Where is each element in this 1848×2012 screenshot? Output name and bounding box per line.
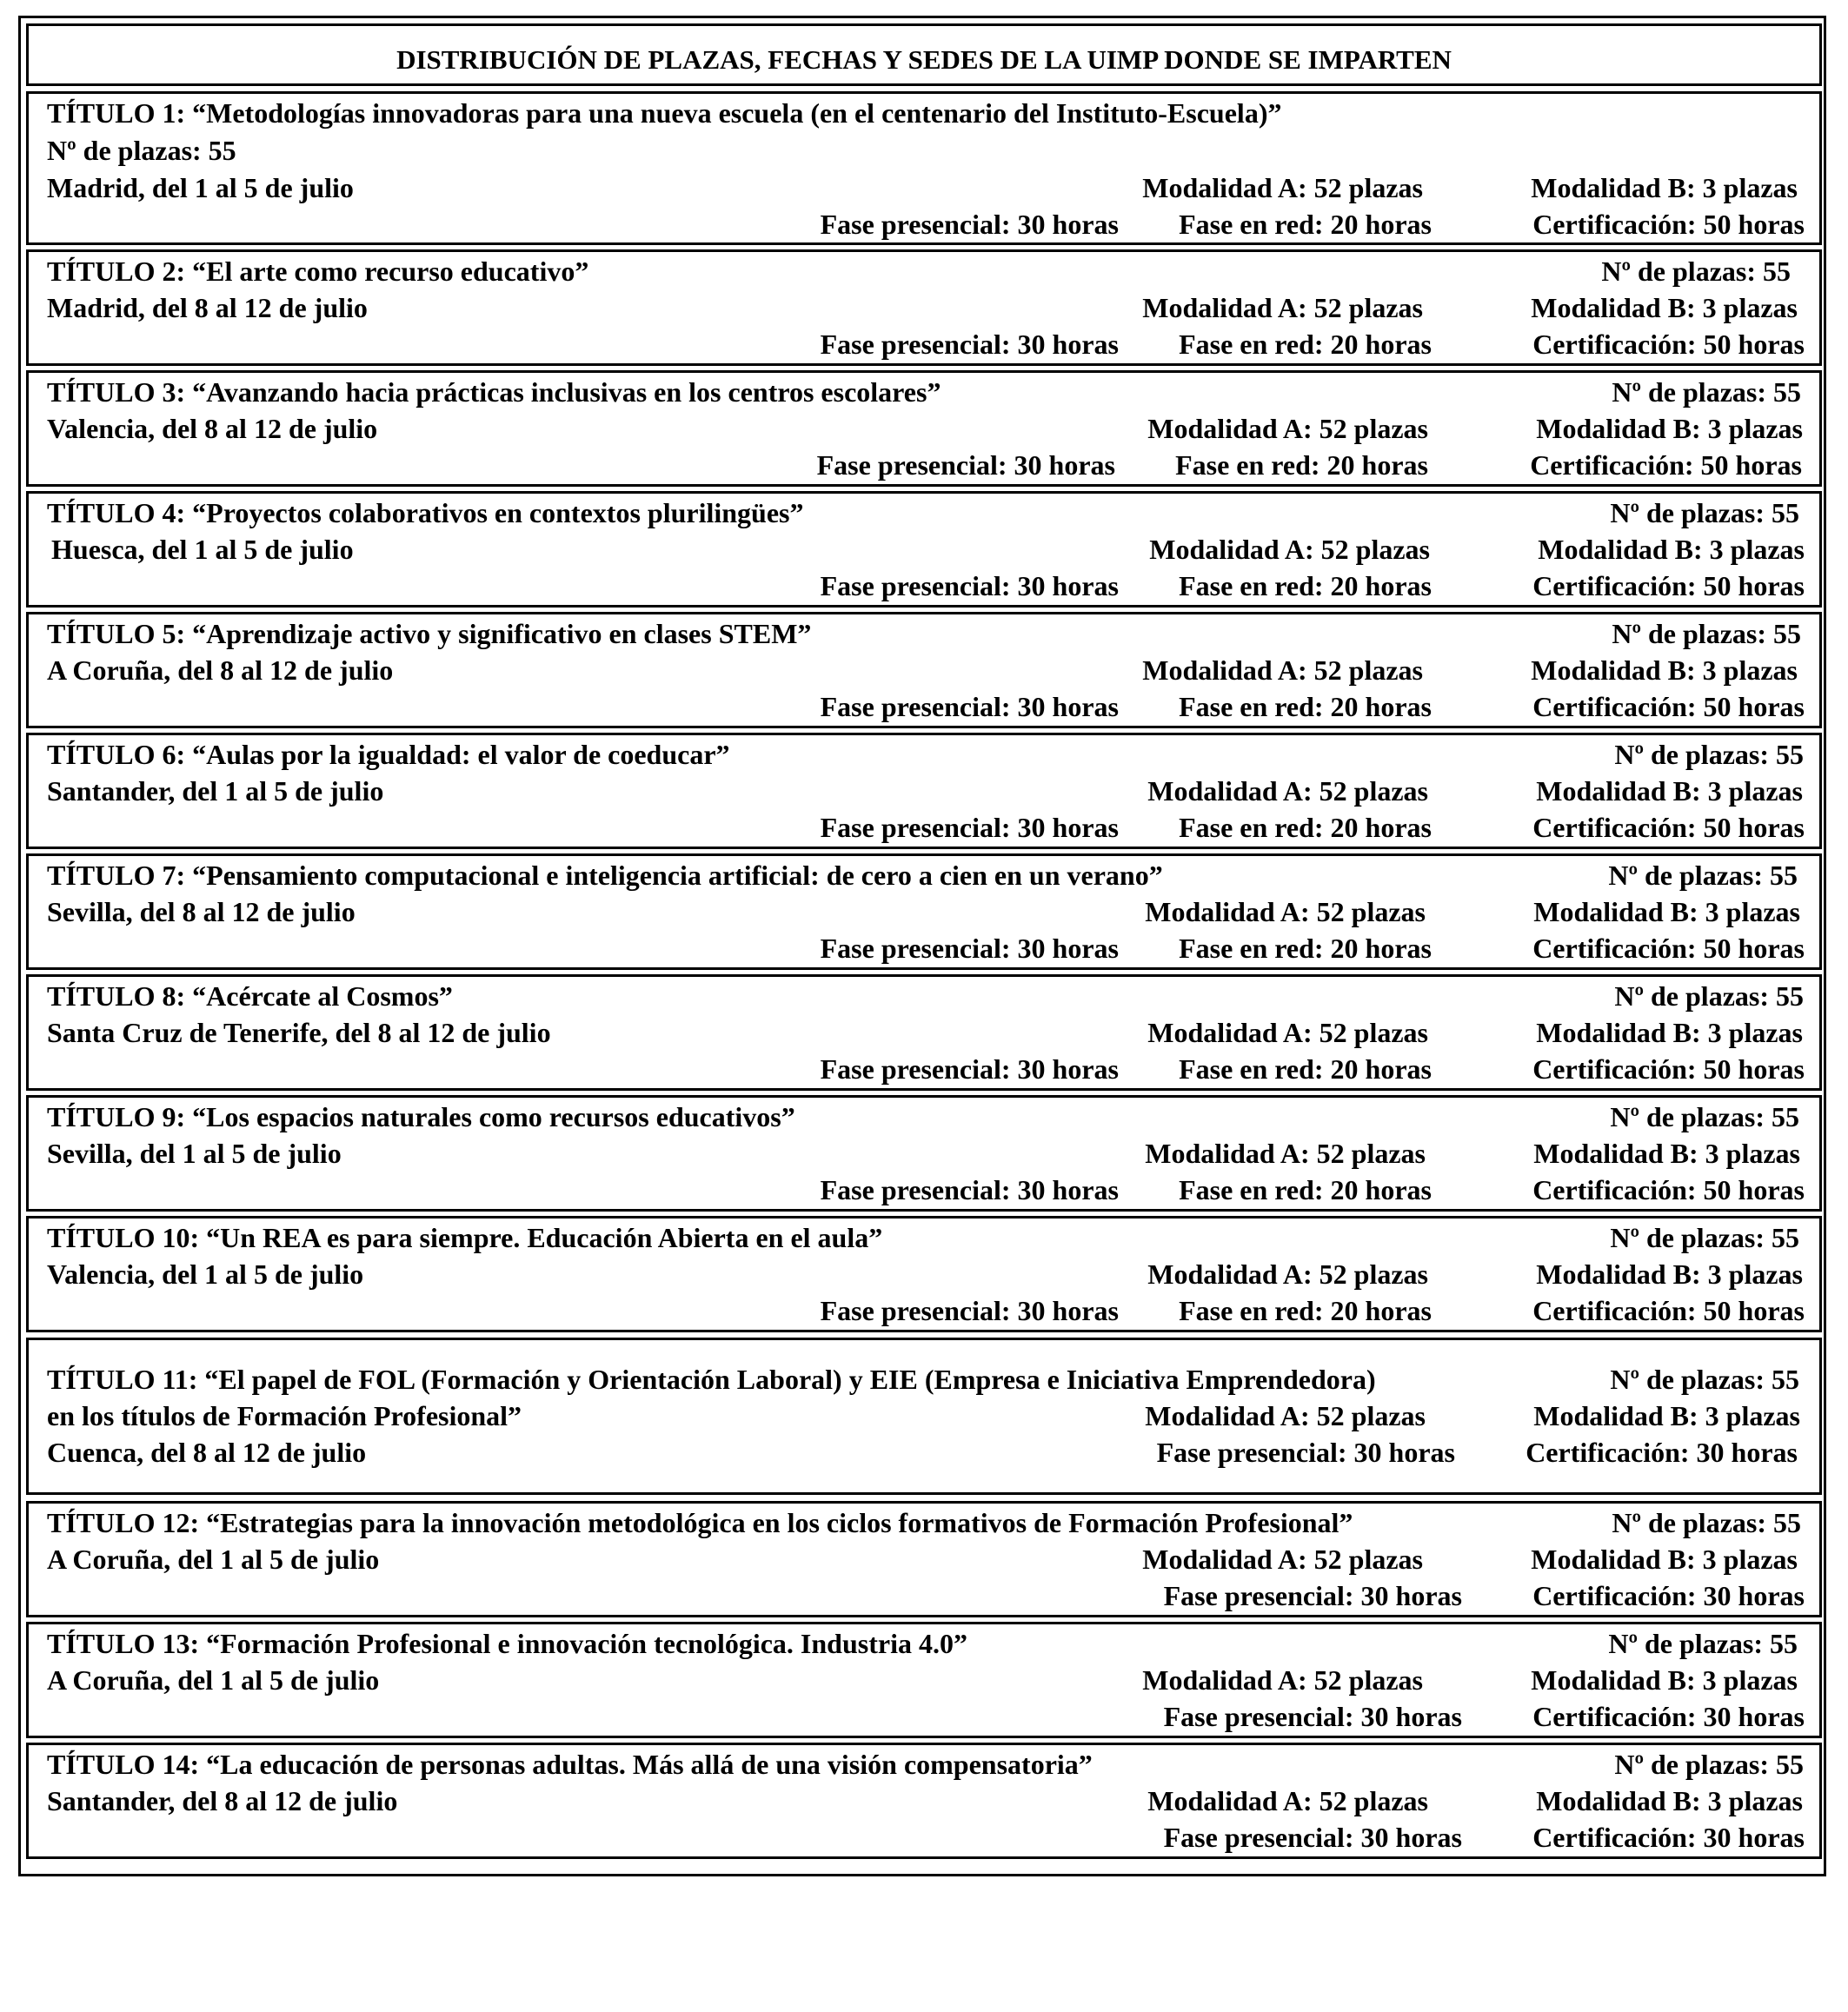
course-plazas: Nº de plazas: 55	[47, 135, 236, 166]
course-modalidad-a: Modalidad A: 52 plazas	[1142, 172, 1423, 203]
course-certificacion: Certificación: 30 horas	[1532, 1580, 1805, 1611]
course-fase-presencial: Fase presencial: 30 horas	[816, 449, 1115, 481]
course-3	[26, 370, 1822, 487]
course-14	[26, 1743, 1822, 1859]
course-fase-presencial: Fase presencial: 30 horas	[1163, 1701, 1462, 1732]
course-modalidad-a: Modalidad A: 52 plazas	[1142, 1544, 1423, 1575]
course-title: TÍTULO 7: “Pensamiento computacional e inteligencia artificial: de cero a cien en un verano”	[47, 860, 1163, 891]
course-plazas: Nº de plazas: 55	[1610, 497, 1799, 528]
course-plazas: Nº de plazas: 55	[1610, 1222, 1799, 1253]
course-fase-red: Fase en red: 20 horas	[1179, 812, 1432, 843]
course-modalidad-b: Modalidad B: 3 plazas	[1533, 1400, 1800, 1431]
course-fase-presencial: Fase presencial: 30 horas	[820, 691, 1119, 722]
course-fase-red: Fase en red: 20 horas	[1175, 449, 1428, 481]
course-modalidad-a: Modalidad A: 52 plazas	[1147, 1258, 1428, 1290]
course-modalidad-a: Modalidad A: 52 plazas	[1147, 413, 1428, 444]
course-modalidad-b: Modalidad B: 3 plazas	[1536, 413, 1803, 444]
course-sede: A Coruña, del 8 al 12 de julio	[47, 654, 394, 686]
course-fase-red: Fase en red: 20 horas	[1179, 933, 1432, 964]
course-12	[26, 1501, 1822, 1617]
course-title-continuation: en los títulos de Formación Profesional”	[47, 1400, 522, 1431]
course-modalidad-a: Modalidad A: 52 plazas	[1145, 1138, 1426, 1169]
course-sede: Santander, del 8 al 12 de julio	[47, 1785, 398, 1816]
course-sede: Sevilla, del 1 al 5 de julio	[47, 1138, 342, 1169]
course-title: TÍTULO 11: “El papel de FOL (Formación y Orientación Laboral) y EIE (Empresa e Iniciativa Emprendedora)	[47, 1364, 1376, 1395]
course-title: TÍTULO 13: “Formación Profesional e innovación tecnológica. Industria 4.0”	[47, 1628, 967, 1659]
course-sede: A Coruña, del 1 al 5 de julio	[47, 1544, 380, 1575]
course-plazas: Nº de plazas: 55	[1612, 618, 1801, 649]
course-fase-presencial: Fase presencial: 30 horas	[1163, 1822, 1462, 1853]
course-certificacion: Certificación: 50 horas	[1532, 570, 1805, 601]
course-certificacion: Certificación: 50 horas	[1530, 449, 1802, 481]
course-plazas: Nº de plazas: 55	[1601, 256, 1791, 287]
course-title: TÍTULO 12: “Estrategias para la innovación metodológica en los ciclos formativos de Formación Profesional”	[47, 1507, 1353, 1538]
course-modalidad-a: Modalidad A: 52 plazas	[1149, 534, 1430, 565]
course-certificacion: Certificación: 50 horas	[1532, 812, 1805, 843]
course-modalidad-a: Modalidad A: 52 plazas	[1142, 1664, 1423, 1696]
course-fase-presencial: Fase presencial: 30 horas	[820, 812, 1119, 843]
course-plazas: Nº de plazas: 55	[1614, 1749, 1804, 1780]
course-7	[26, 853, 1822, 970]
course-fase-presencial: Fase presencial: 30 horas	[1163, 1580, 1462, 1611]
course-2	[26, 249, 1822, 366]
course-modalidad-a: Modalidad A: 52 plazas	[1147, 1785, 1428, 1816]
course-sede: Madrid, del 1 al 5 de julio	[47, 172, 354, 203]
course-certificacion: Certificación: 50 horas	[1532, 209, 1805, 240]
course-4	[26, 491, 1822, 608]
course-certificacion: Certificación: 30 horas	[1526, 1437, 1798, 1468]
course-certificacion: Certificación: 50 horas	[1532, 329, 1805, 360]
course-modalidad-a: Modalidad A: 52 plazas	[1145, 896, 1426, 927]
course-title: TÍTULO 1: “Metodologías innovadoras para una nueva escuela (en el centenario del Instituto-Escuela)”	[47, 97, 1282, 129]
course-modalidad-a: Modalidad A: 52 plazas	[1147, 775, 1428, 807]
course-modalidad-a: Modalidad A: 52 plazas	[1145, 1400, 1426, 1431]
course-title: TÍTULO 2: “El arte como recurso educativo”	[47, 256, 589, 287]
course-sede: Valencia, del 1 al 5 de julio	[47, 1258, 364, 1290]
course-modalidad-b: Modalidad B: 3 plazas	[1536, 1785, 1803, 1816]
course-sede: Santander, del 1 al 5 de julio	[47, 775, 384, 807]
course-modalidad-b: Modalidad B: 3 plazas	[1533, 896, 1800, 927]
course-plazas: Nº de plazas: 55	[1608, 1628, 1798, 1659]
course-sede: Valencia, del 8 al 12 de julio	[47, 413, 378, 444]
course-fase-presencial: Fase presencial: 30 horas	[1156, 1437, 1455, 1468]
course-title: TÍTULO 5: “Aprendizaje activo y significativo en clases STEM”	[47, 618, 812, 649]
course-modalidad-b: Modalidad B: 3 plazas	[1531, 654, 1798, 686]
course-plazas: Nº de plazas: 55	[1612, 376, 1801, 408]
table-header	[26, 23, 1822, 86]
course-fase-red: Fase en red: 20 horas	[1179, 1174, 1432, 1205]
course-8	[26, 974, 1822, 1091]
course-modalidad-b: Modalidad B: 3 plazas	[1538, 534, 1805, 565]
course-fase-red: Fase en red: 20 horas	[1179, 329, 1432, 360]
course-sede: A Coruña, del 1 al 5 de julio	[47, 1664, 380, 1696]
course-title: TÍTULO 3: “Avanzando hacia prácticas inclusivas en los centros escolares”	[47, 376, 941, 408]
course-modalidad-a: Modalidad A: 52 plazas	[1142, 292, 1423, 323]
course-sede: Madrid, del 8 al 12 de julio	[47, 292, 368, 323]
course-sede: Santa Cruz de Tenerife, del 8 al 12 de julio	[47, 1017, 551, 1048]
course-6	[26, 733, 1822, 849]
course-11	[26, 1338, 1822, 1495]
course-plazas: Nº de plazas: 55	[1612, 1507, 1801, 1538]
course-modalidad-b: Modalidad B: 3 plazas	[1536, 1017, 1803, 1048]
course-title: TÍTULO 4: “Proyectos colaborativos en contextos plurilingües”	[47, 497, 804, 528]
course-plazas: Nº de plazas: 55	[1610, 1364, 1799, 1395]
course-modalidad-b: Modalidad B: 3 plazas	[1531, 1544, 1798, 1575]
header-title: DISTRIBUCIÓN DE PLAZAS, FECHAS Y SEDES DE LA UIMP DONDE SE IMPARTEN	[396, 44, 1452, 75]
course-fase-red: Fase en red: 20 horas	[1179, 209, 1432, 240]
course-modalidad-b: Modalidad B: 3 plazas	[1531, 1664, 1798, 1696]
course-sede: Huesca, del 1 al 5 de julio	[51, 534, 354, 565]
course-modalidad-b: Modalidad B: 3 plazas	[1533, 1138, 1800, 1169]
course-certificacion: Certificación: 30 horas	[1532, 1822, 1805, 1853]
course-fase-presencial: Fase presencial: 30 horas	[820, 1053, 1119, 1085]
course-certificacion: Certificación: 50 horas	[1532, 691, 1805, 722]
course-certificacion: Certificación: 50 horas	[1532, 933, 1805, 964]
course-certificacion: Certificación: 50 horas	[1532, 1053, 1805, 1085]
course-title: TÍTULO 8: “Acércate al Cosmos”	[47, 980, 453, 1012]
course-certificacion: Certificación: 50 horas	[1532, 1174, 1805, 1205]
course-fase-red: Fase en red: 20 horas	[1179, 1053, 1432, 1085]
course-sede: Cuenca, del 8 al 12 de julio	[47, 1437, 367, 1468]
course-fase-presencial: Fase presencial: 30 horas	[820, 1295, 1119, 1326]
course-13	[26, 1622, 1822, 1738]
course-modalidad-b: Modalidad B: 3 plazas	[1531, 292, 1798, 323]
course-modalidad-b: Modalidad B: 3 plazas	[1531, 172, 1798, 203]
course-fase-presencial: Fase presencial: 30 horas	[820, 570, 1119, 601]
course-modalidad-b: Modalidad B: 3 plazas	[1536, 1258, 1803, 1290]
course-modalidad-b: Modalidad B: 3 plazas	[1536, 775, 1803, 807]
course-title: TÍTULO 14: “La educación de personas adultas. Más allá de una visión compensatoria”	[47, 1749, 1093, 1780]
course-fase-red: Fase en red: 20 horas	[1179, 570, 1432, 601]
course-title: TÍTULO 10: “Un REA es para siempre. Educación Abierta en el aula”	[47, 1222, 883, 1253]
course-certificacion: Certificación: 30 horas	[1532, 1701, 1805, 1732]
course-fase-red: Fase en red: 20 horas	[1179, 691, 1432, 722]
course-plazas: Nº de plazas: 55	[1614, 980, 1804, 1012]
course-title: TÍTULO 9: “Los espacios naturales como recursos educativos”	[47, 1101, 795, 1132]
course-fase-presencial: Fase presencial: 30 horas	[820, 1174, 1119, 1205]
course-plazas: Nº de plazas: 55	[1610, 1101, 1799, 1132]
course-modalidad-a: Modalidad A: 52 plazas	[1147, 1017, 1428, 1048]
course-plazas: Nº de plazas: 55	[1614, 739, 1804, 770]
course-modalidad-a: Modalidad A: 52 plazas	[1142, 654, 1423, 686]
course-fase-presencial: Fase presencial: 30 horas	[820, 329, 1119, 360]
course-plazas: Nº de plazas: 55	[1608, 860, 1798, 891]
course-title: TÍTULO 6: “Aulas por la igualdad: el valor de coeducar”	[47, 739, 730, 770]
course-certificacion: Certificación: 50 horas	[1532, 1295, 1805, 1326]
course-fase-red: Fase en red: 20 horas	[1179, 1295, 1432, 1326]
course-fase-presencial: Fase presencial: 30 horas	[820, 933, 1119, 964]
course-9	[26, 1095, 1822, 1212]
course-5	[26, 612, 1822, 728]
course-sede: Sevilla, del 8 al 12 de julio	[47, 896, 356, 927]
course-10	[26, 1216, 1822, 1332]
course-fase-presencial: Fase presencial: 30 horas	[820, 209, 1119, 240]
course-1	[26, 91, 1822, 245]
